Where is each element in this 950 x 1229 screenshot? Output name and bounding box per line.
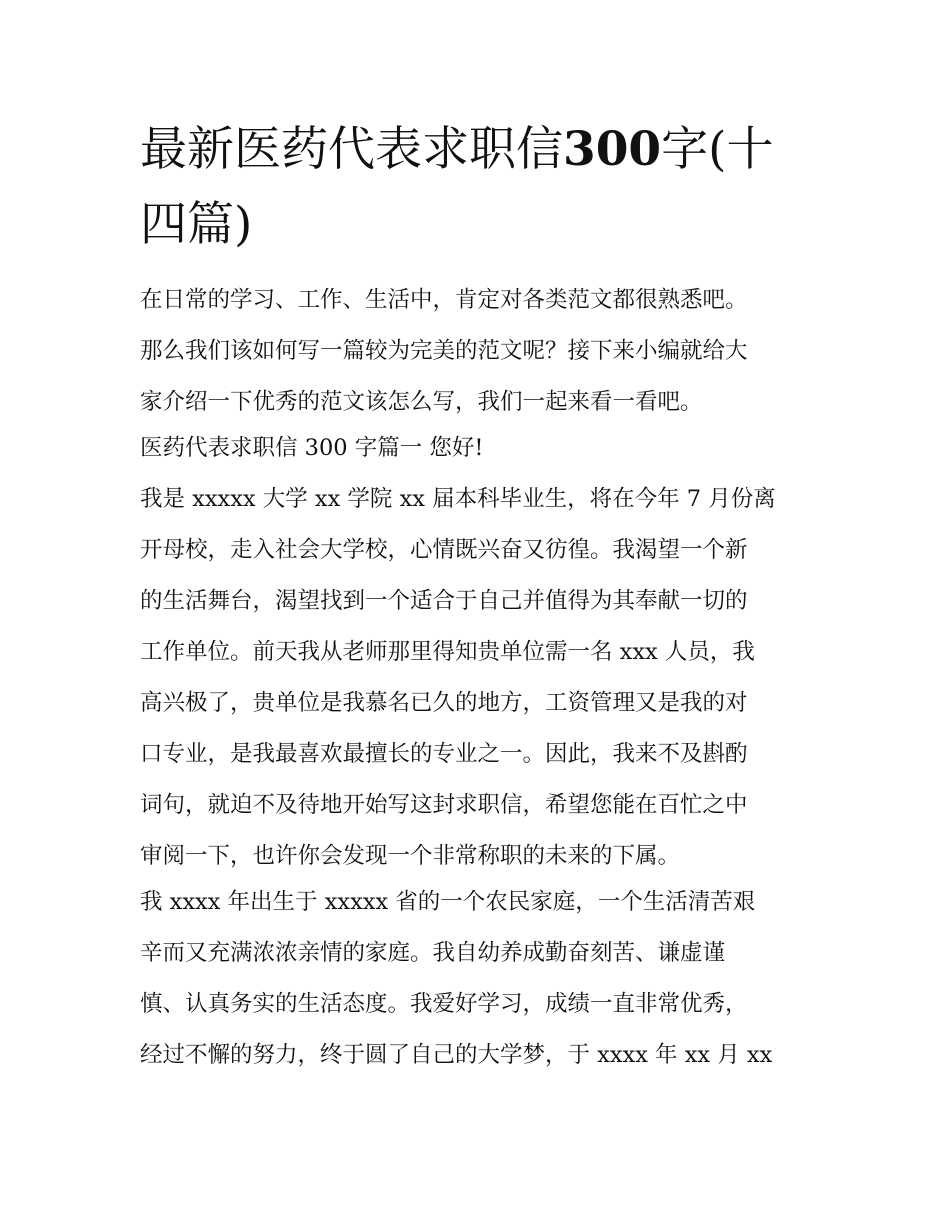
body-line: 审阅一下，也许你会发现一个非常称职的未来的下属。 — [140, 843, 681, 869]
body-line: 我是 xxxxx 大学 xx 学院 xx 届本科毕业生，将在今年 7 月份离 — [140, 486, 776, 512]
body-line: 高兴极了，贵单位是我慕名已久的地方，工资管理又是我的对 — [140, 690, 748, 716]
body-line: 慎、认真务实的生活态度。我爱好学习，成绩一直非常优秀， — [140, 991, 748, 1017]
body-line: 开母校，走入社会大学校，心情既兴奋又彷徨。我渴望一个新 — [140, 537, 748, 563]
body-line: 口专业，是我最喜欢最擅长的专业之一。因此，我来不及斟酌 — [140, 741, 748, 767]
title-number: 300 — [563, 122, 662, 177]
body-line: 在日常的学习、工作、生活中，肯定对各类范文都很熟悉吧。 — [140, 287, 748, 313]
title-text: 最新医药代表求职信 — [140, 122, 563, 177]
body-line: 工作单位。前天我从老师那里得知贵单位需一名 xxx 人员，我 — [140, 639, 755, 665]
section-heading: 医药代表求职信 300 字篇一 您好! — [140, 435, 484, 461]
title-text-tail: 字(十 — [661, 122, 774, 177]
document-title — [140, 112, 820, 262]
body-line: 家介绍一下优秀的范文该怎么写，我们一起来看一看吧。 — [140, 389, 703, 415]
body-line: 的生活舞台，渴望找到一个适合于自己并值得为其奉献一切的 — [140, 588, 748, 614]
body-line: 辛而又充满浓浓亲情的家庭。我自幼养成勤奋刻苦、谦虚谨 — [140, 940, 726, 966]
body-line: 词句，就迫不及待地开始写这封求职信，希望您能在百忙之中 — [140, 792, 748, 818]
body-line: 那么我们该如何写一篇较为完美的范文呢？接下来小编就给大 — [140, 338, 748, 364]
title-line-2: 四篇) — [140, 197, 253, 252]
body-line: 我 xxxx 年出生于 xxxxx 省的一个农民家庭，一个生活清苦艰 — [140, 889, 756, 915]
body-line: 经过不懈的努力，终于圆了自己的大学梦，于 xxxx 年 xx 月 xx — [140, 1042, 773, 1068]
document-body — [140, 280, 820, 1086]
